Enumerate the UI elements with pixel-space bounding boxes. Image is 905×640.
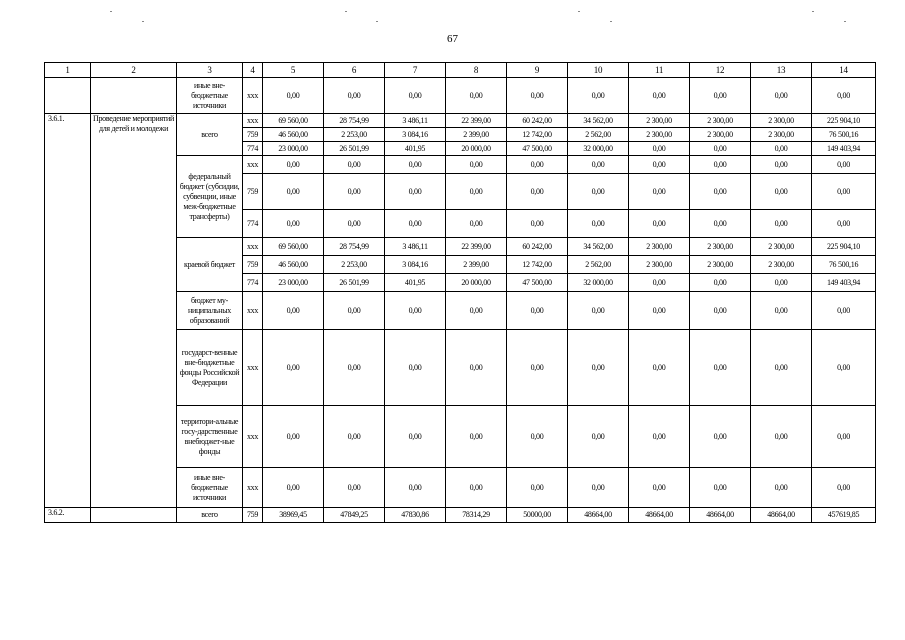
value-cell: 2 399,00 (446, 128, 507, 142)
item-name-cell (91, 78, 177, 114)
value-cell: 2 300,00 (629, 114, 690, 128)
value-cell: 0,00 (812, 330, 876, 406)
value-cell: 2 300,00 (690, 128, 751, 142)
value-cell: 2 300,00 (690, 238, 751, 256)
scan-speck (142, 21, 144, 22)
value-cell: 0,00 (568, 292, 629, 330)
value-cell: 0,00 (385, 468, 446, 508)
value-cell: 0,00 (324, 78, 385, 114)
value-cell: 0,00 (446, 174, 507, 210)
code-cell: xxx (243, 114, 263, 128)
value-cell: 0,00 (751, 174, 812, 210)
value-cell: 149 403,94 (812, 274, 876, 292)
value-cell: 0,00 (568, 78, 629, 114)
value-cell: 401,95 (385, 142, 446, 156)
item-name: Проведение мероприятий для детей и молодежи (91, 114, 177, 508)
column-number-9: 9 (507, 63, 568, 78)
code-cell: xxx (243, 406, 263, 468)
item-name (91, 508, 177, 523)
column-number-5: 5 (263, 63, 324, 78)
value-cell: 0,00 (751, 210, 812, 238)
value-cell: 48664,00 (568, 508, 629, 523)
value-cell: 26 501,99 (324, 274, 385, 292)
code-cell: 759 (243, 508, 263, 523)
value-cell: 0,00 (629, 330, 690, 406)
value-cell: 0,00 (629, 406, 690, 468)
value-cell: 26 501,99 (324, 142, 385, 156)
value-cell: 0,00 (324, 330, 385, 406)
value-cell: 457619,85 (812, 508, 876, 523)
value-cell: 0,00 (568, 174, 629, 210)
value-cell: 0,00 (812, 78, 876, 114)
value-cell: 0,00 (263, 174, 324, 210)
value-cell: 0,00 (446, 330, 507, 406)
value-cell: 2 300,00 (690, 114, 751, 128)
value-cell: 0,00 (568, 406, 629, 468)
value-cell: 20 000,00 (446, 274, 507, 292)
scan-speck (812, 11, 814, 12)
value-cell: 0,00 (568, 468, 629, 508)
column-number-13: 13 (751, 63, 812, 78)
value-cell: 2 300,00 (751, 238, 812, 256)
value-cell: 22 399,00 (446, 238, 507, 256)
value-cell: 0,00 (568, 330, 629, 406)
value-cell: 0,00 (812, 292, 876, 330)
code-cell: 759 (243, 174, 263, 210)
value-cell: 0,00 (629, 142, 690, 156)
source-label-fed: федеральный бюджет (субсидии, субвенции, иные меж-бюджетные трансферты) (177, 156, 243, 238)
value-cell: 76 500,16 (812, 128, 876, 142)
value-cell: 0,00 (690, 274, 751, 292)
value-cell: 0,00 (751, 274, 812, 292)
value-cell: 0,00 (507, 156, 568, 174)
value-cell: 0,00 (385, 156, 446, 174)
table-row (45, 508, 876, 523)
value-cell: 0,00 (690, 174, 751, 210)
value-cell: 0,00 (629, 210, 690, 238)
scan-speck (610, 21, 612, 22)
value-cell: 0,00 (690, 468, 751, 508)
item-number: 3.6.2. (45, 508, 91, 523)
value-cell: 0,00 (385, 406, 446, 468)
code-cell: 759 (243, 256, 263, 274)
scan-speck (844, 21, 846, 22)
value-cell: 2 300,00 (629, 256, 690, 274)
header-row (45, 63, 876, 78)
value-cell: 69 560,00 (263, 114, 324, 128)
value-cell: 2 562,00 (568, 128, 629, 142)
value-cell: 0,00 (690, 292, 751, 330)
value-cell: 0,00 (629, 174, 690, 210)
code-cell: xxx (243, 468, 263, 508)
column-number-1: 1 (45, 63, 91, 78)
value-cell: 0,00 (629, 468, 690, 508)
value-cell: 0,00 (812, 468, 876, 508)
value-cell: 0,00 (324, 468, 385, 508)
value-cell: 48664,00 (690, 508, 751, 523)
value-cell: 0,00 (690, 156, 751, 174)
page-number: 67 (447, 33, 458, 45)
value-cell: 28 754,99 (324, 238, 385, 256)
value-cell: 0,00 (507, 468, 568, 508)
value-cell: 38969,45 (263, 508, 324, 523)
item-number: 3.6.1. (45, 114, 91, 508)
value-cell: 32 000,00 (568, 142, 629, 156)
value-cell: 225 904,10 (812, 114, 876, 128)
column-number-7: 7 (385, 63, 446, 78)
value-cell: 60 242,00 (507, 238, 568, 256)
value-cell: 0,00 (751, 78, 812, 114)
code-cell: 759 (243, 128, 263, 142)
value-cell: 47 500,00 (507, 274, 568, 292)
value-cell: 0,00 (324, 406, 385, 468)
value-cell: 2 253,00 (324, 128, 385, 142)
value-cell: 0,00 (263, 210, 324, 238)
value-cell: 0,00 (324, 210, 385, 238)
value-cell: 0,00 (751, 406, 812, 468)
value-cell: 2 300,00 (751, 128, 812, 142)
value-cell: 22 399,00 (446, 114, 507, 128)
scan-speck (345, 11, 347, 12)
column-number-3: 3 (177, 63, 243, 78)
value-cell: 0,00 (263, 78, 324, 114)
value-cell: 3 084,16 (385, 256, 446, 274)
value-cell: 2 562,00 (568, 256, 629, 274)
scan-speck (376, 21, 378, 22)
scan-speck (110, 11, 112, 12)
value-cell: 0,00 (385, 174, 446, 210)
value-cell: 12 742,00 (507, 128, 568, 142)
value-cell: 0,00 (507, 406, 568, 468)
value-cell: 46 560,00 (263, 128, 324, 142)
value-cell: 69 560,00 (263, 238, 324, 256)
source-label-terr: территори-альные госу-дарственные внебюджет-ные фонды (177, 406, 243, 468)
value-cell: 0,00 (751, 468, 812, 508)
value-cell: 0,00 (507, 78, 568, 114)
code-cell: xxx (243, 292, 263, 330)
value-cell: 0,00 (446, 78, 507, 114)
source-label-vsego: всего (177, 114, 243, 156)
item-number-cell (45, 78, 91, 114)
value-cell: 0,00 (812, 174, 876, 210)
value-cell: 0,00 (446, 156, 507, 174)
value-cell: 0,00 (751, 292, 812, 330)
value-cell: 34 562,00 (568, 114, 629, 128)
value-cell: 0,00 (690, 78, 751, 114)
source-label-gos: государст-венные вне-бюджетные фонды Российской Федерации (177, 330, 243, 406)
value-cell: 0,00 (324, 174, 385, 210)
value-cell: 0,00 (263, 406, 324, 468)
source-label: иные вне-бюджетные источники (177, 78, 243, 114)
value-cell: 0,00 (812, 156, 876, 174)
value-cell: 12 742,00 (507, 256, 568, 274)
value-cell: 0,00 (629, 292, 690, 330)
value-cell: 0,00 (324, 292, 385, 330)
source-label: всего (177, 508, 243, 523)
value-cell: 0,00 (629, 274, 690, 292)
value-cell: 149 403,94 (812, 142, 876, 156)
value-cell: 76 500,16 (812, 256, 876, 274)
code-cell: 774 (243, 142, 263, 156)
value-cell: 0,00 (751, 156, 812, 174)
budget-table (44, 62, 876, 523)
value-cell: 0,00 (446, 210, 507, 238)
column-number-11: 11 (629, 63, 690, 78)
value-cell: 0,00 (690, 330, 751, 406)
scan-speck (578, 11, 580, 12)
value-cell: 0,00 (629, 156, 690, 174)
value-cell: 0,00 (263, 292, 324, 330)
value-cell: 225 904,10 (812, 238, 876, 256)
value-cell: 0,00 (507, 210, 568, 238)
code-cell: xxx (243, 78, 263, 114)
code-cell: 774 (243, 274, 263, 292)
value-cell: 0,00 (385, 330, 446, 406)
value-cell: 34 562,00 (568, 238, 629, 256)
value-cell: 47 500,00 (507, 142, 568, 156)
value-cell: 0,00 (446, 292, 507, 330)
value-cell: 2 300,00 (690, 256, 751, 274)
value-cell: 60 242,00 (507, 114, 568, 128)
source-label-inye: иные вне-бюджетные источники (177, 468, 243, 508)
value-cell: 48664,00 (751, 508, 812, 523)
value-cell: 0,00 (568, 210, 629, 238)
value-cell: 2 253,00 (324, 256, 385, 274)
table-row (45, 114, 876, 128)
value-cell: 3 084,16 (385, 128, 446, 142)
value-cell: 0,00 (812, 406, 876, 468)
code-cell: xxx (243, 330, 263, 406)
value-cell: 50000,00 (507, 508, 568, 523)
value-cell: 0,00 (690, 406, 751, 468)
value-cell: 0,00 (629, 78, 690, 114)
column-number-6: 6 (324, 63, 385, 78)
source-label-mun: бюджет му-ниципальных образований (177, 292, 243, 330)
column-number-10: 10 (568, 63, 629, 78)
value-cell: 78314,29 (446, 508, 507, 523)
value-cell: 0,00 (568, 156, 629, 174)
source-label-kraev: краевой бюджет (177, 238, 243, 292)
value-cell: 20 000,00 (446, 142, 507, 156)
value-cell: 0,00 (446, 406, 507, 468)
column-number-14: 14 (812, 63, 876, 78)
value-cell: 28 754,99 (324, 114, 385, 128)
value-cell: 401,95 (385, 274, 446, 292)
value-cell: 0,00 (507, 174, 568, 210)
value-cell: 2 300,00 (751, 114, 812, 128)
code-cell: xxx (243, 238, 263, 256)
value-cell: 0,00 (324, 156, 385, 174)
column-number-12: 12 (690, 63, 751, 78)
column-number-4: 4 (243, 63, 263, 78)
value-cell: 32 000,00 (568, 274, 629, 292)
value-cell: 0,00 (263, 156, 324, 174)
value-cell: 2 399,00 (446, 256, 507, 274)
value-cell: 48664,00 (629, 508, 690, 523)
value-cell: 0,00 (751, 330, 812, 406)
value-cell: 2 300,00 (629, 128, 690, 142)
value-cell: 47830,86 (385, 508, 446, 523)
code-cell: xxx (243, 156, 263, 174)
value-cell: 46 560,00 (263, 256, 324, 274)
value-cell: 0,00 (812, 210, 876, 238)
value-cell: 0,00 (263, 330, 324, 406)
value-cell: 3 486,11 (385, 114, 446, 128)
value-cell: 0,00 (690, 142, 751, 156)
value-cell: 23 000,00 (263, 142, 324, 156)
value-cell: 0,00 (690, 210, 751, 238)
value-cell: 0,00 (263, 468, 324, 508)
value-cell: 0,00 (446, 468, 507, 508)
value-cell: 3 486,11 (385, 238, 446, 256)
value-cell: 0,00 (385, 292, 446, 330)
value-cell: 0,00 (385, 78, 446, 114)
value-cell: 0,00 (751, 142, 812, 156)
column-number-2: 2 (91, 63, 177, 78)
value-cell: 23 000,00 (263, 274, 324, 292)
value-cell: 0,00 (507, 292, 568, 330)
value-cell: 0,00 (385, 210, 446, 238)
table-row (45, 78, 876, 114)
value-cell: 2 300,00 (751, 256, 812, 274)
value-cell: 2 300,00 (629, 238, 690, 256)
value-cell: 0,00 (507, 330, 568, 406)
value-cell: 47849,25 (324, 508, 385, 523)
column-number-8: 8 (446, 63, 507, 78)
code-cell: 774 (243, 210, 263, 238)
